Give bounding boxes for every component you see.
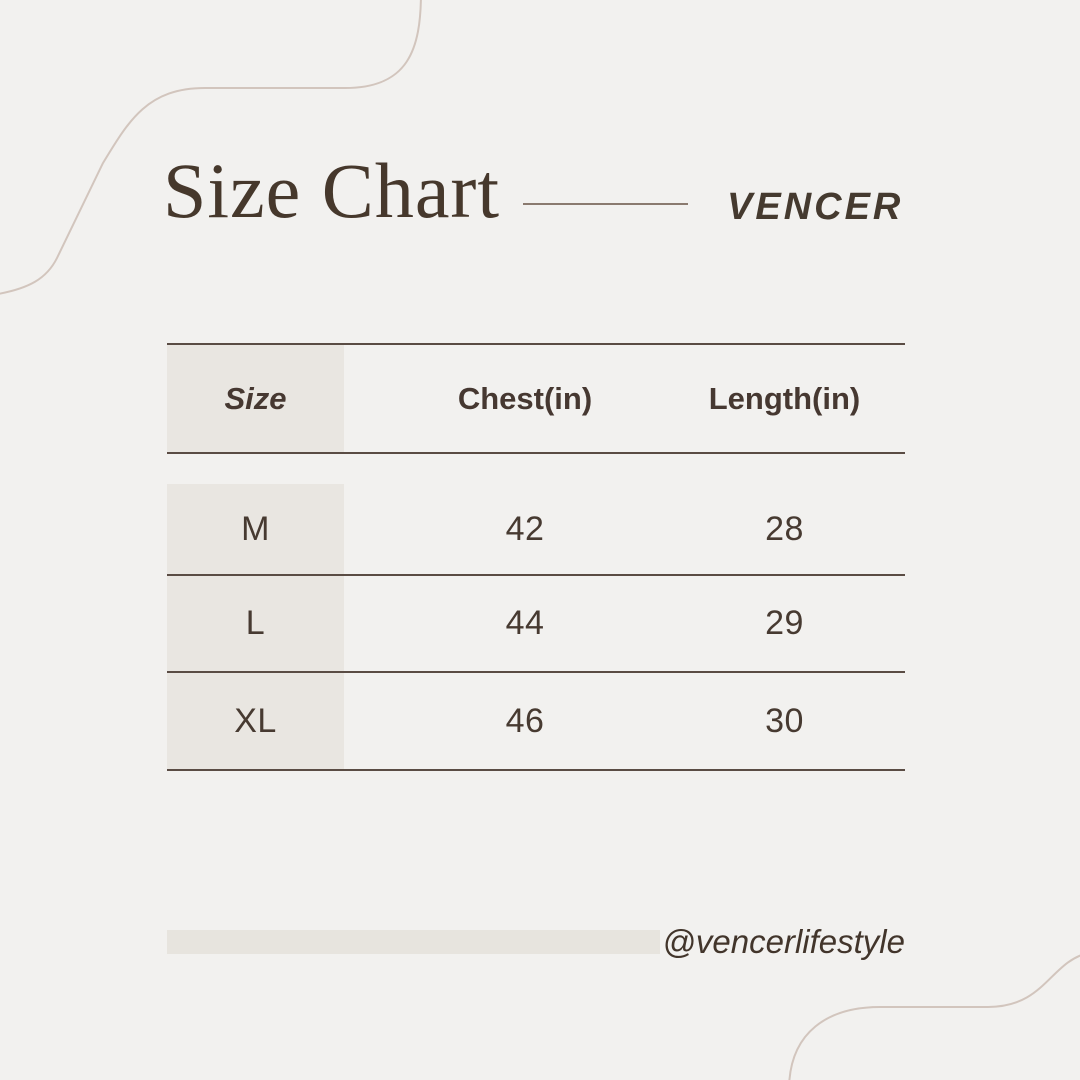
table-row xyxy=(167,452,905,574)
chest-value: 42 xyxy=(505,509,545,548)
brand-name: VENCER xyxy=(727,186,904,228)
size-value: XL xyxy=(167,673,344,769)
footer-accent-bar xyxy=(167,930,660,954)
table-header-row xyxy=(167,343,905,452)
column-header-size: Size xyxy=(167,345,344,452)
page-title: Size Chart xyxy=(163,147,501,234)
size-value: M xyxy=(167,484,344,574)
size-value: L xyxy=(167,576,344,671)
length-value: 30 xyxy=(765,701,804,740)
table-row xyxy=(167,671,905,769)
chest-value: 46 xyxy=(505,701,545,740)
length-value: 28 xyxy=(765,509,804,548)
bottom-right-curve-line xyxy=(789,953,1080,1080)
column-header-length: Length(in) xyxy=(708,380,861,416)
title-divider-line xyxy=(523,203,688,205)
social-handle: @vencerlifestyle xyxy=(662,923,905,960)
chest-value: 44 xyxy=(505,604,545,642)
column-header-chest: Chest(in) xyxy=(457,380,593,416)
size-table xyxy=(167,343,905,771)
table-row xyxy=(167,574,905,671)
length-value: 29 xyxy=(765,604,804,642)
